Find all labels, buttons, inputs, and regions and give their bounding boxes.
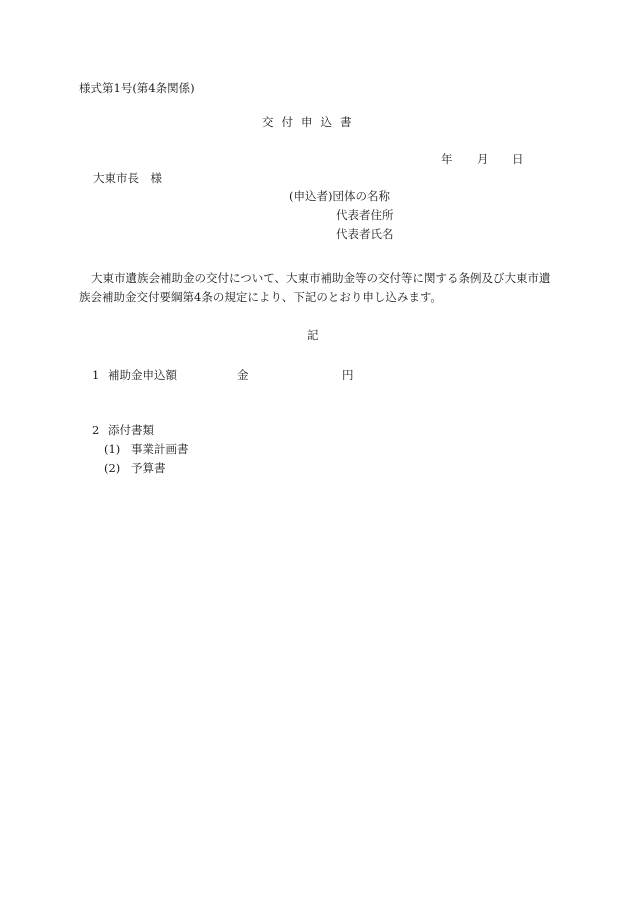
date-day-label: 日 — [512, 152, 524, 166]
applicant-organization-label: (申込者)団体の名称 — [289, 189, 390, 203]
form-number: 様式第1号(第4条関係) — [79, 81, 195, 95]
applicant-address-label: 代表者住所 — [336, 208, 394, 222]
item1-kin-label: 金 — [237, 368, 249, 382]
date-year-label: 年 — [441, 152, 453, 166]
attachment-1-number: (1) — [104, 442, 121, 456]
item1-yen-label: 円 — [342, 368, 354, 382]
item1-number: 1 — [92, 368, 100, 382]
attachment-1-label: 事業計画書 — [131, 442, 189, 456]
applicant-name-label: 代表者氏名 — [336, 227, 394, 241]
attachment-2-number: (2) — [104, 461, 121, 475]
item2-number: 2 — [92, 423, 100, 437]
item2-label: 添付書類 — [108, 423, 154, 437]
item1-label: 補助金申込額 — [108, 368, 177, 382]
date-month-label: 月 — [477, 152, 489, 166]
addressee: 大東市長 様 — [93, 171, 162, 185]
document-title: 交付申込書 — [262, 115, 360, 129]
ki-heading: 記 — [307, 328, 319, 342]
application-body-text: 大東市遺族会補助金の交付について、大東市補助金等の交付等に関する条例及び大東市遺族会補助金交付要綱第4条の規定により、下記のとおり申し込みます。 — [79, 271, 551, 304]
attachment-2-label: 予算書 — [131, 461, 166, 475]
